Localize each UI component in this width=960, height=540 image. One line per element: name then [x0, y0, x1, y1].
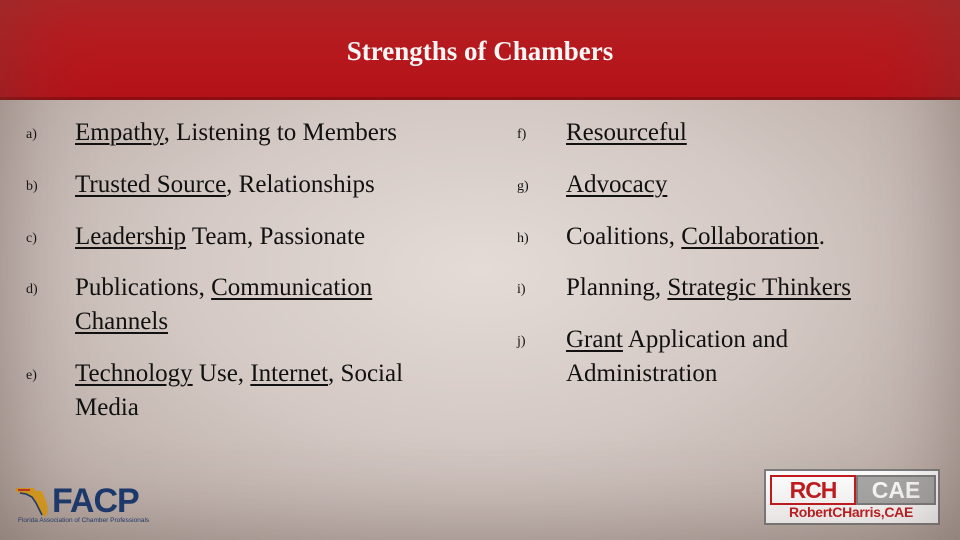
facp-wordmark: FACP	[52, 482, 139, 520]
list-marker: b)	[26, 179, 38, 194]
item-text-part: Use,	[192, 360, 251, 387]
facp-logo	[14, 480, 159, 528]
list-item-text	[566, 271, 906, 305]
underlined-term: Grant	[566, 326, 623, 353]
list-marker: d)	[26, 282, 38, 297]
list-marker: a)	[26, 127, 37, 142]
rch-cae-logo	[764, 469, 940, 525]
list-item-text	[566, 168, 906, 202]
underlined-term: Internet	[250, 360, 329, 387]
item-text-part: , Relationships	[226, 171, 375, 198]
underlined-term: Empathy	[75, 119, 164, 146]
list-item-text	[75, 271, 455, 339]
underlined-term: Collaboration	[681, 223, 819, 250]
list-item-text	[566, 220, 906, 254]
list-marker: g)	[517, 179, 529, 194]
underlined-term: Technology	[75, 360, 193, 387]
item-text-part: , Social Media	[75, 360, 404, 421]
title-bar	[0, 0, 960, 100]
list-marker: i)	[517, 282, 526, 297]
list-marker: j)	[517, 334, 526, 349]
list-item-text	[75, 357, 455, 425]
item-text-part: .	[818, 223, 826, 250]
underlined-term: Leadership	[75, 223, 187, 250]
list-marker: c)	[26, 231, 37, 246]
rch-name: RobertCHarris,CAE	[788, 504, 914, 520]
slide-title: Strengths of Chambers	[346, 36, 614, 66]
underlined-term: Strategic Thinkers	[667, 274, 851, 301]
list-marker: h)	[517, 231, 529, 246]
rch-mark: RCH	[770, 475, 856, 505]
list-marker: f)	[517, 127, 527, 142]
item-text-part: , Listening to Members	[163, 119, 397, 146]
item-text-part: Planning,	[566, 274, 668, 301]
list-item-text	[75, 220, 455, 254]
underlined-term: Trusted Source	[75, 171, 227, 198]
underlined-term: Advocacy	[566, 171, 668, 198]
florida-icon	[14, 482, 54, 522]
item-text-part: Publications,	[75, 274, 212, 301]
list-item-text	[566, 116, 906, 150]
underlined-term: Resourceful	[566, 119, 687, 146]
underlined-term: Communication Channels	[75, 274, 373, 335]
list-item-text	[75, 168, 455, 202]
item-text-part: Application and Administration	[566, 326, 789, 387]
cae-mark: CAE	[856, 475, 936, 505]
facp-subtitle: Florida Association of Chamber Professionals	[18, 517, 150, 524]
item-text-part: Coalitions,	[566, 223, 682, 250]
list-item-text	[566, 323, 906, 391]
list-item-text	[75, 116, 455, 150]
list-marker: e)	[26, 368, 37, 383]
item-text-part: Team, Passionate	[186, 223, 366, 250]
